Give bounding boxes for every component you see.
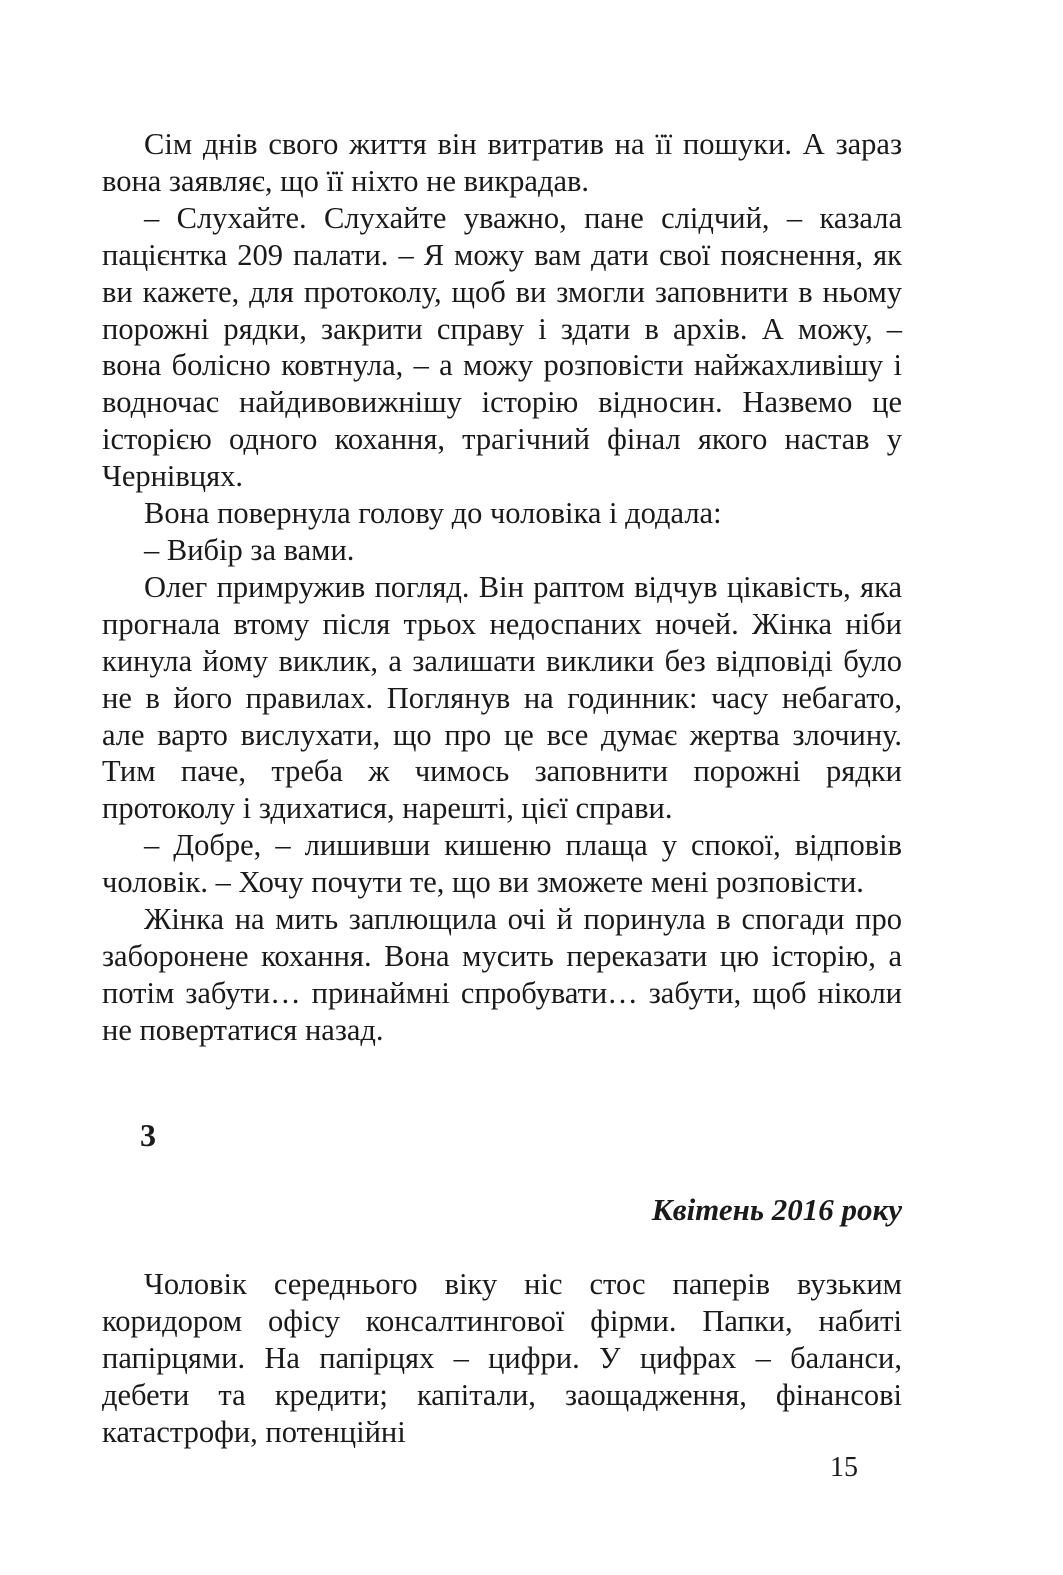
paragraph-6: – Добре, – лишивши кишеню плаща у спокої, відповів чоловік. – Хочу почути те, що ви зможете мені розповісти. — [102, 828, 902, 900]
chapter-paragraph-1: Чоловік середнього віку ніс стос паперів вузьким коридором офісу консалтингової фірми. Папки, набиті папірцями. На папірцях – цифри. У цифрах – баланси, дебети та кредити; капітали, заощадження, фінансові катастрофи, потенційні — [102, 1267, 902, 1449]
chapter-number: 3 — [140, 1117, 156, 1153]
paragraph-2: – Слухайте. Слухайте уважно, пане слідчий, – казала пацієнтка 209 палати. – Я можу вам дати свої пояснення, як ви кажете, для протоколу, щоб ви змогли заповнити в ньому порожні рядки, закрити справу і здати в архів. А можу, – вона болісно ковтнула, – а можу розповісти найжахливішу і водночас найдивовижнішу історію відносин. Назвемо це історією одного кохання, трагічний фінал якого настав у Чернівцях. — [102, 200, 902, 494]
paragraph-7: Жінка на мить заплющила очі й поринула в спогади про заборонене кохання. Вона мусить переказати цю історію, а потім забути… принаймні спробувати… забути, щоб ніколи не повертатися назад. — [102, 902, 902, 1047]
paragraph-3: Вона повернула голову до чоловіка і додала: — [144, 496, 722, 531]
paragraph-5: Олег примружив погляд. Він раптом відчув цікавість, яка прогнала втому після трьох недоспаних ночей. Жінка ніби кинула йому виклик, а залишати виклики без відповіді було не в його правилах. Поглянув на годинник: часу небагато, але варто вислухати, що про це все думає жертва злочину. Тим паче, треба ж чимось заповнити порожні рядки протоколу і здихатися, нарешті, цієї справи. — [102, 569, 902, 826]
paragraph-4: – Вибір за вами. — [144, 532, 355, 567]
paragraph-1: Сім днів свого життя він витратив на її пошуки. А зараз вона заявляє, що її ніхто не викрадав. — [102, 127, 902, 198]
main-text — [102, 126, 902, 1049]
chapter-date: Квітень 2016 року — [651, 1192, 902, 1227]
chapter-text — [102, 1266, 902, 1451]
page-number: 15 — [830, 1452, 858, 1483]
